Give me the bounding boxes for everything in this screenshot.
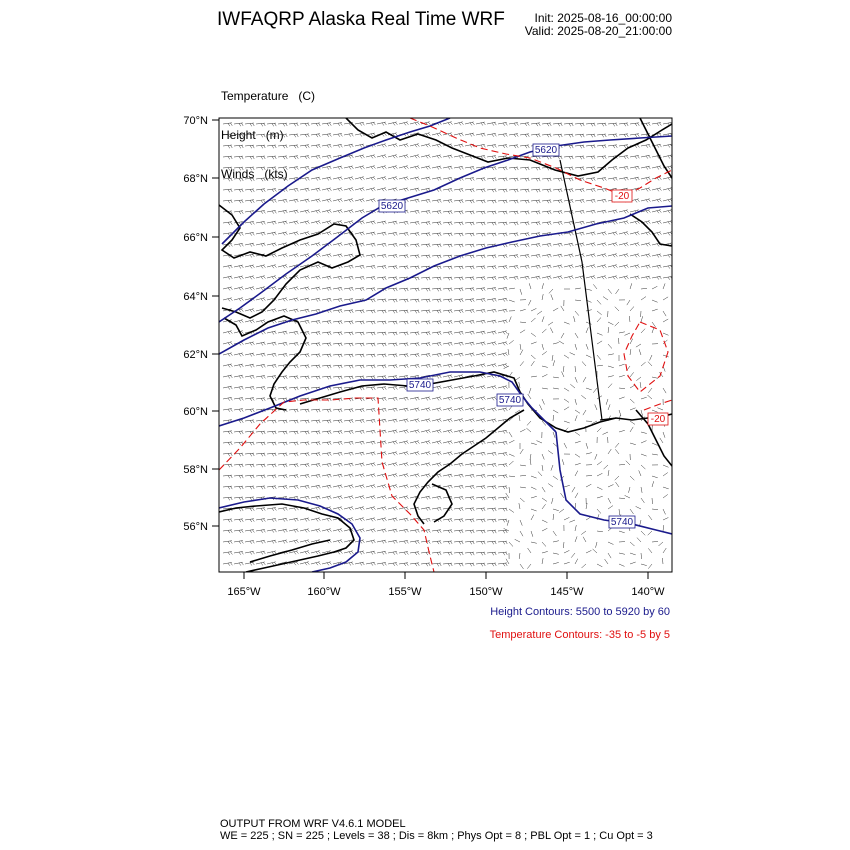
valid-time: Valid: 2025-08-20_21:00:00 xyxy=(524,24,672,38)
wind-barb-field xyxy=(223,122,673,569)
lat-label: 56°N xyxy=(183,521,208,533)
lat-label: 62°N xyxy=(183,349,208,361)
lon-label: 145°W xyxy=(550,586,584,598)
field-height: Height (m) xyxy=(221,128,284,142)
footer-model-line: OUTPUT FROM WRF V4.6.1 MODEL xyxy=(220,818,406,830)
temperature-contours-note: Temperature Contours: -35 to -5 by 5 xyxy=(489,629,670,641)
longitude-axis xyxy=(227,572,665,598)
lon-label: 165°W xyxy=(227,586,261,598)
svg-text:-20: -20 xyxy=(650,414,666,425)
lat-label: 60°N xyxy=(183,406,208,418)
contour-labels xyxy=(379,144,668,528)
field-winds: Winds (kts) xyxy=(221,167,288,181)
lat-label: 64°N xyxy=(183,291,208,303)
border-line xyxy=(560,160,616,420)
lon-label: 150°W xyxy=(469,586,503,598)
height-label xyxy=(533,144,559,156)
lat-label: 66°N xyxy=(183,232,208,244)
svg-text:5620: 5620 xyxy=(534,145,558,156)
latitude-axis xyxy=(183,115,219,533)
height-label xyxy=(497,394,523,406)
footer-config-line: WE = 225 ; SN = 225 ; Levels = 38 ; Dis = 8km ; Phys Opt = 8 ; PBL Opt = 1 ; Cu Opt = 3 xyxy=(220,830,653,842)
height-contours-note: Height Contours: 5500 to 5920 by 60 xyxy=(490,606,670,618)
svg-text:-20: -20 xyxy=(614,191,630,202)
lon-label: 160°W xyxy=(307,586,341,598)
field-temperature: Temperature (C) xyxy=(221,89,316,103)
wind-barbs xyxy=(223,122,673,569)
svg-text:5740: 5740 xyxy=(408,380,432,391)
chart-title: IWFAQRP Alaska Real Time WRF xyxy=(217,9,505,30)
svg-text:5740: 5740 xyxy=(498,395,522,406)
lat-label: 58°N xyxy=(183,464,208,476)
temperature-label xyxy=(648,413,668,425)
lat-label: 70°N xyxy=(183,115,208,127)
init-time: Init: 2025-08-16_00:00:00 xyxy=(534,11,672,25)
temperature-label xyxy=(612,190,632,202)
model-footer xyxy=(220,818,653,842)
lon-label: 155°W xyxy=(388,586,422,598)
svg-text:5740: 5740 xyxy=(610,517,634,528)
height-label xyxy=(379,200,405,212)
lat-label: 68°N xyxy=(183,173,208,185)
svg-text:5620: 5620 xyxy=(380,201,404,212)
height-label xyxy=(609,516,635,528)
height-label xyxy=(407,379,433,391)
lon-label: 140°W xyxy=(631,586,665,598)
